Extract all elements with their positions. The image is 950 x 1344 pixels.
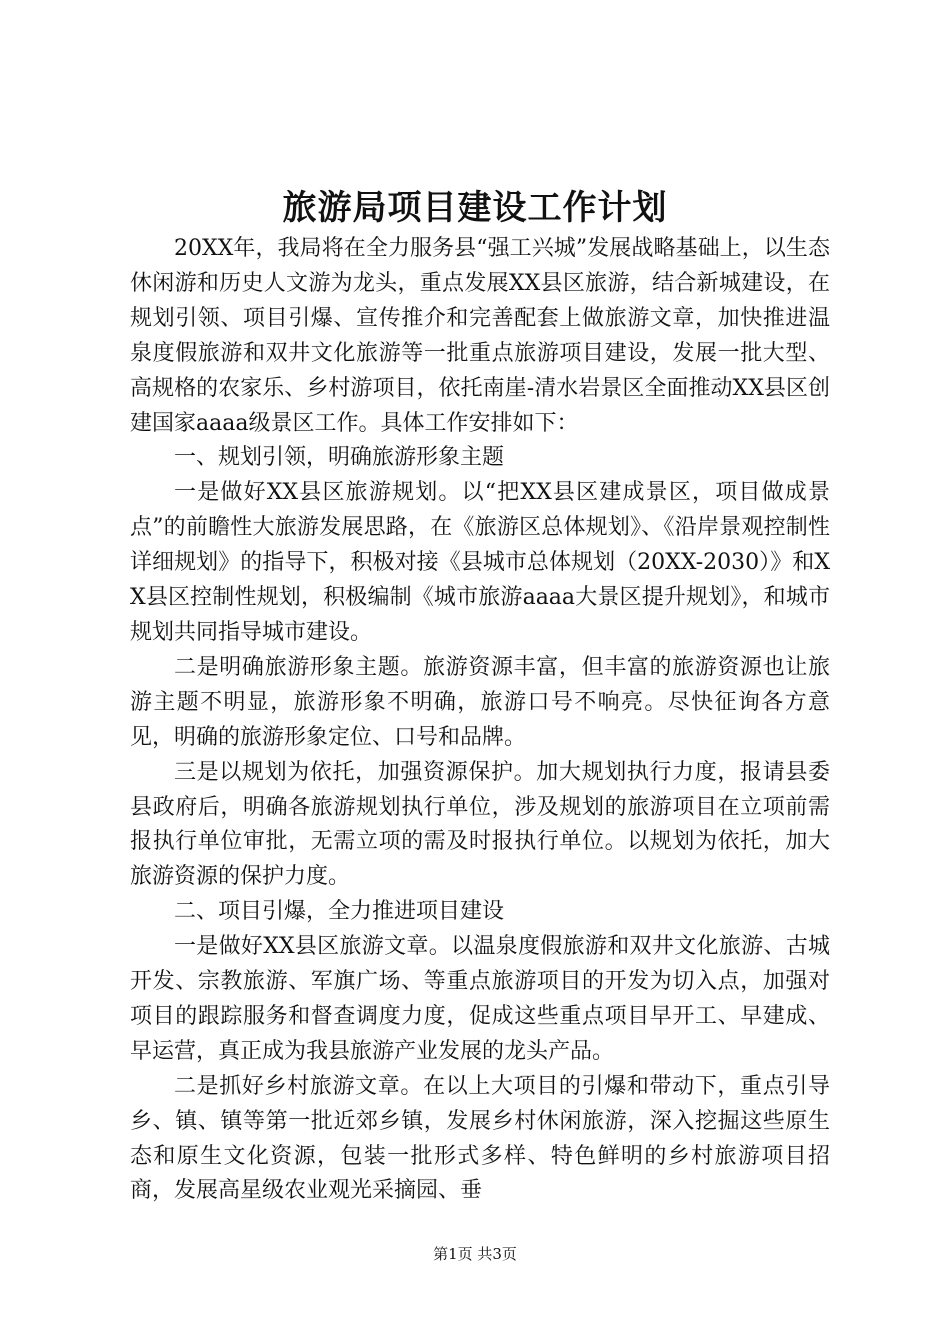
section-1-item-3: 三是以规划为依托，加强资源保护。加大规划执行力度，报请县委县政府后，明确各旅游规划执行单位，涉及规划的旅游项目在立项前需报执行单位审批，无需立项的需及时报执行单位。以规划为依托，加大旅游资源的保护力度。	[130, 759, 830, 890]
section-heading-2: 二、项目引爆，全力推进项目建设	[174, 899, 505, 925]
section-2-item-1: 一是做好XX县区旅游文章。以温泉度假旅游和双井文化旅游、古城开发、宗教旅游、军旗广场、等重点旅游项目的开发为切入点，加强对项目的跟踪服务和督查调度力度，促成这些重点项目早开工、早建成、早运营，真正成为我县旅游产业发展的龙头产品。	[130, 934, 830, 1064]
section-2-item-2: 二是抓好乡村旅游文章。在以上大项目的引爆和带动下，重点引导乡、镇、镇等第一批近郊乡镇，发展乡村休闲旅游，深入挖掘这些原生态和原生文化资源，包装一批形式多样、特色鲜明的乡村旅游项目招商，发展高星级农业观光采摘园、垂	[130, 1073, 830, 1204]
page-footer: 第1页 共3页	[433, 1245, 517, 1263]
document-title: 旅游局项目建设工作计划	[282, 188, 668, 228]
section-heading-1: 一、规划引领，明确旅游形象主题	[174, 445, 505, 471]
section-1-item-1: 一是做好XX县区旅游规划。以“把XX县区建成景区，项目做成景点”的前瞻性大旅游发展思路，在《旅游区总体规划》、《沿岸景观控制性详细规划》的指导下，积极对接《县城市总体规划（20XX-2030）》和XX县区控制性规划，积极编制《城市旅游aaaa大景区提升规划》，和城市规划共同指导城市建设。	[130, 480, 830, 645]
intro-paragraph: 20XX年，我局将在全力服务县“强工兴城”发展战略基础上，以生态休闲游和历史人文游为龙头，重点发展XX县区旅游，结合新城建设，在规划引领、项目引爆、宣传推介和完善配套上做旅游文章，加快推进温泉度假旅游和双井文化旅游等一批重点旅游项目建设，发展一批大型、高规格的农家乐、乡村游项目，依托南崖-清水岩景区全面推动XX县区创建国家aaaa级景区工作。具体工作安排如下：	[130, 236, 830, 436]
document-body	[130, 232, 830, 1209]
section-1-item-2: 二是明确旅游形象主题。旅游资源丰富，但丰富的旅游资源也让旅游主题不明显，旅游形象不明确，旅游口号不响亮。尽快征询各方意见，明确的旅游形象定位、口号和品牌。	[130, 654, 830, 750]
